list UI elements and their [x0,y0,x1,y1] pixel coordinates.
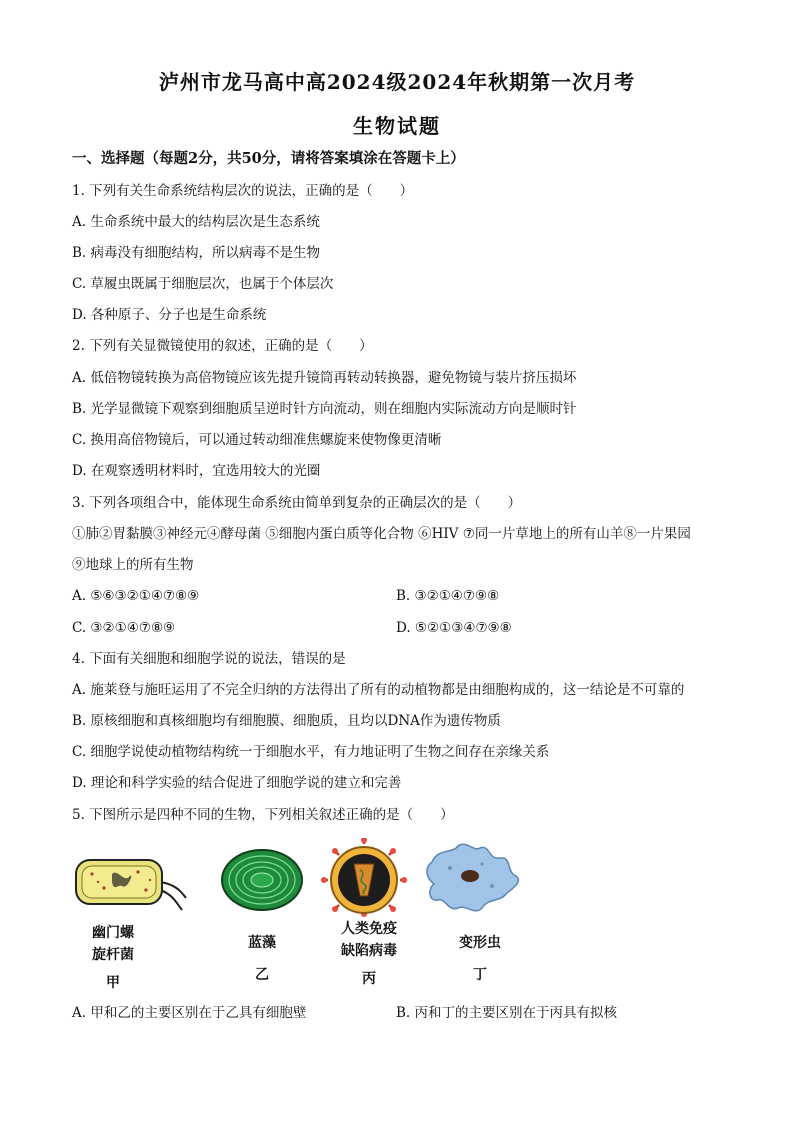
cyanobacteria-illustration [222,850,302,910]
q4-option-d: D. 理论和科学实验的结合促进了细胞学说的建立和完善 [72,775,402,791]
caption-ding-name: 变形虫 [459,935,501,951]
q4-stem: 4. 下面有关细胞和细胞学说的说法，错误的是 [72,651,346,667]
q2-option-c: C. 换用高倍物镜后，可以通过转动细准焦螺旋来使物像更清晰 [72,432,442,448]
caption-bing-label: 丙 [362,971,376,987]
caption-bing [328,918,410,990]
organisms-illustration [0,838,794,918]
caption-jia-name-line2: 旋杆菌 [92,947,134,963]
q1-option-a: A. 生命系统中最大的结构层次是生态系统 [72,214,320,230]
q2-stem: 2. 下列有关显微镜使用的叙述，正确的是（ ） [72,338,373,354]
q2-option-d: D. 在观察透明材料时，宜选用较大的光圈 [72,463,321,479]
hiv-illustration [321,838,407,917]
q1-option-d: D. 各种原子、分子也是生命系统 [72,307,267,323]
q1-stem: 1. 下列有关生命系统结构层次的说法，正确的是（ ） [72,183,414,199]
caption-jia-label: 甲 [106,975,120,991]
caption-ding-label: 丁 [473,967,487,983]
q3-items-line2: ⑨地球上的所有生物 [72,557,194,573]
caption-bing-name-line1: 人类免疫 [341,921,397,937]
q4-option-b: B. 原核细胞和真核细胞均有细胞膜、细胞质，且均以DNA作为遗传物质 [72,713,501,729]
caption-yi-label: 乙 [255,967,269,983]
q5-option-a: A. 甲和乙的主要区别在于乙具有细胞壁 [72,1005,307,1021]
exam-subtitle: 生物试题 [353,114,441,138]
q4-option-a: A. 施莱登与施旺运用了不完全归纳的方法得出了所有的动植物都是由细胞构成的，这一结论是不可靠的 [72,682,685,698]
caption-yi-name: 蓝藻 [248,935,276,951]
q1-option-c: C. 草履虫既属于细胞层次，也属于个体层次 [72,276,334,292]
q2-option-a: A. 低倍物镜转换为高倍物镜应该先提升镜筒再转动转换器，避免物镜与装片挤压损坏 [72,370,577,386]
q5-option-b: B. 丙和丁的主要区别在于丙具有拟核 [396,1005,618,1021]
q1-option-b: B. 病毒没有细胞结构，所以病毒不是生物 [72,245,321,261]
q3-option-c: C. ③②①④⑦⑧⑨ [72,620,176,636]
helicobacter-illustration [76,860,186,910]
q3-option-d: D. ⑤②①③④⑦⑨⑧ [396,620,512,636]
q2-option-b: B. 光学显微镜下观察到细胞质呈逆时针方向流动，则在细胞内实际流动方向是顺时针 [72,401,577,417]
amoeba-illustration [427,844,519,911]
caption-ding [440,932,520,986]
q3-stem: 3. 下列各项组合中，能体现生命系统由简单到复杂的正确层次的是（ ） [72,495,522,511]
q3-items-line1: ①肺②胃黏膜③神经元④酵母菌 ⑤细胞内蛋白质等化合物 ⑥HIV ⑦同一片草地上的所有山羊⑧一片果园 [72,526,691,542]
caption-jia-name-line1: 幽门螺 [92,925,134,941]
organisms-figure [0,838,794,991]
caption-jia [78,922,148,994]
q5-stem: 5. 下图所示是四种不同的生物，下列相关叙述正确的是（ ） [72,807,454,823]
q4-option-c: C. 细胞学说使动植物结构统一于细胞水平，有力地证明了生物之间存在亲缘关系 [72,744,550,760]
caption-yi [226,932,298,986]
section-heading: 一、选择题（每题2分，共50分，请将答案填涂在答题卡上） [72,150,465,167]
exam-title: 泸州市龙马高中高2024级2024年秋期第一次月考 [158,70,636,94]
caption-bing-name-line2: 缺陷病毒 [341,943,397,959]
q3-option-a: A. ⑤⑥③②①④⑦⑧⑨ [72,588,200,604]
q3-option-b: B. ③②①④⑦⑨⑧ [396,588,500,604]
